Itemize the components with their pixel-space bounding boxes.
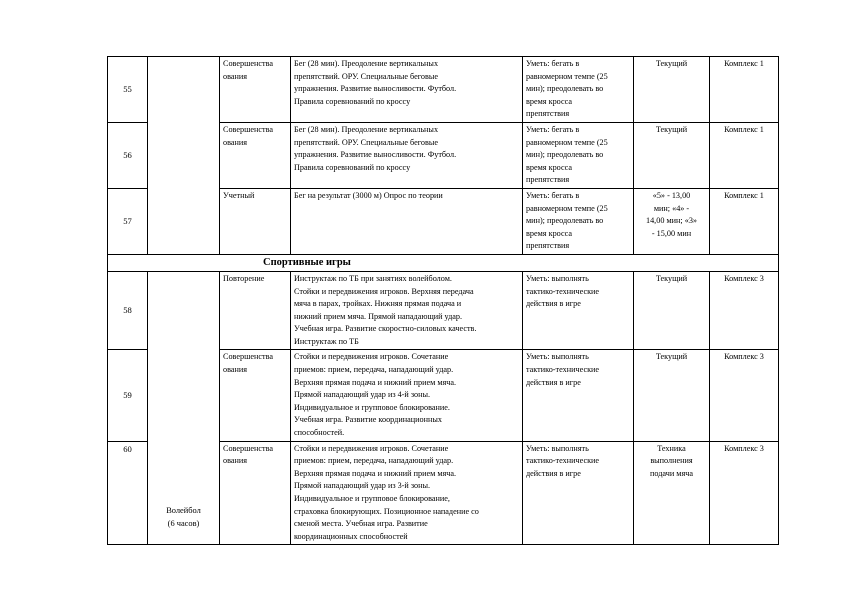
lesson-plan-table — [107, 56, 779, 545]
table-row — [108, 271, 779, 350]
lesson-number: 58 — [108, 271, 148, 350]
control-type: Текущий — [634, 350, 710, 441]
lesson-type: Совершенства ования — [220, 350, 291, 441]
lesson-type: Повторение — [220, 271, 291, 350]
lesson-type: Совершенства ования — [220, 441, 291, 545]
table-row — [108, 57, 779, 123]
lesson-content: Стойки и передвижения игроков. Сочетание приемов: прием, передача, нападающий удар. Верхняя прямая подача и нижний прием мяча. Прямой нападающий удар из 3-й зоны. Индивидуальное и групповое блокирование, страховка блокирующих. Позиционное нападение со сменой места. Учебная игра. Развитие координационных способностей — [291, 441, 523, 545]
lesson-requirements: Уметь: бегать в равномерном темпе (25 мин); преодолевать во время кросса препятствия — [523, 188, 634, 254]
section-row — [108, 254, 779, 271]
homework: Комплекс 1 — [710, 57, 779, 123]
lesson-requirements: Уметь: бегать в равномерном темпе (25 мин); преодолевать во время кросса препятствия — [523, 122, 634, 188]
lesson-content: Стойки и передвижения игроков. Сочетание приемов: прием, передача, нападающий удар. Верхняя прямая подача и нижний прием мяча. Прямой нападающий удар из 4-й зоны. Индивидуальное и групповое блокирование. Учебная игра. Развитие координационных способностей. — [291, 350, 523, 441]
section-title: Спортивные игры — [108, 254, 779, 271]
lesson-number: 57 — [108, 188, 148, 254]
lesson-requirements: Уметь: выполнять тактико-технические действия в игре — [523, 441, 634, 545]
homework: Комплекс 3 — [710, 441, 779, 545]
homework: Комплекс 3 — [710, 350, 779, 441]
lesson-content: Инструктаж по ТБ при занятиях волейболом. Стойки и передвижения игроков. Верхняя передача мяча в парах, тройках. Нижняя прямая подача и нижний прием мяча. Прямой нападающий удар. Учебная игра. Развитие скоростно-силовых качеств. Инструктаж по ТБ — [291, 271, 523, 350]
lesson-requirements: Уметь: бегать в равномерном темпе (25 мин); преодолевать во время кросса препятствия — [523, 57, 634, 123]
lesson-requirements: Уметь: выполнять тактико-технические действия в игре — [523, 271, 634, 350]
lesson-requirements: Уметь: выполнять тактико-технические действия в игре — [523, 350, 634, 441]
lesson-number: 56 — [108, 122, 148, 188]
topic-name: Волейбол — [166, 506, 201, 516]
lesson-number: 55 — [108, 57, 148, 123]
control-type: Текущий — [634, 271, 710, 350]
lesson-content: Бег на результат (3000 м) Опрос по теории — [291, 188, 523, 254]
homework: Комплекс 1 — [710, 188, 779, 254]
control-type: Текущий — [634, 57, 710, 123]
lesson-type: Учетный — [220, 188, 291, 254]
control-grading: «5» - 13,00 мин; «4» - 14,00 мин; «3» - 15,00 мин — [634, 188, 710, 254]
homework: Комплекс 3 — [710, 271, 779, 350]
lesson-number: 59 — [108, 350, 148, 441]
lesson-type: Совершенства ования — [220, 122, 291, 188]
lesson-type: Совершенства ования — [220, 57, 291, 123]
topic-cell — [148, 271, 220, 544]
lesson-content: Бег (28 мин). Преодоление вертикальных препятствий. ОРУ. Специальные беговые упражнения. Развитие выносливости. Футбол. Правила соревнований по кроссу — [291, 57, 523, 123]
empty-topic-cell — [148, 57, 220, 255]
control-type: Техника выполнения подачи мяча — [634, 441, 710, 545]
lesson-number: 60 — [108, 441, 148, 545]
homework: Комплекс 1 — [710, 122, 779, 188]
lesson-content: Бег (28 мин). Преодоление вертикальных препятствий. ОРУ. Специальные беговые упражнения. Развитие выносливости. Футбол. Правила соревнований по кроссу — [291, 122, 523, 188]
control-type: Текущий — [634, 122, 710, 188]
topic-hours: (6 часов) — [167, 519, 200, 529]
